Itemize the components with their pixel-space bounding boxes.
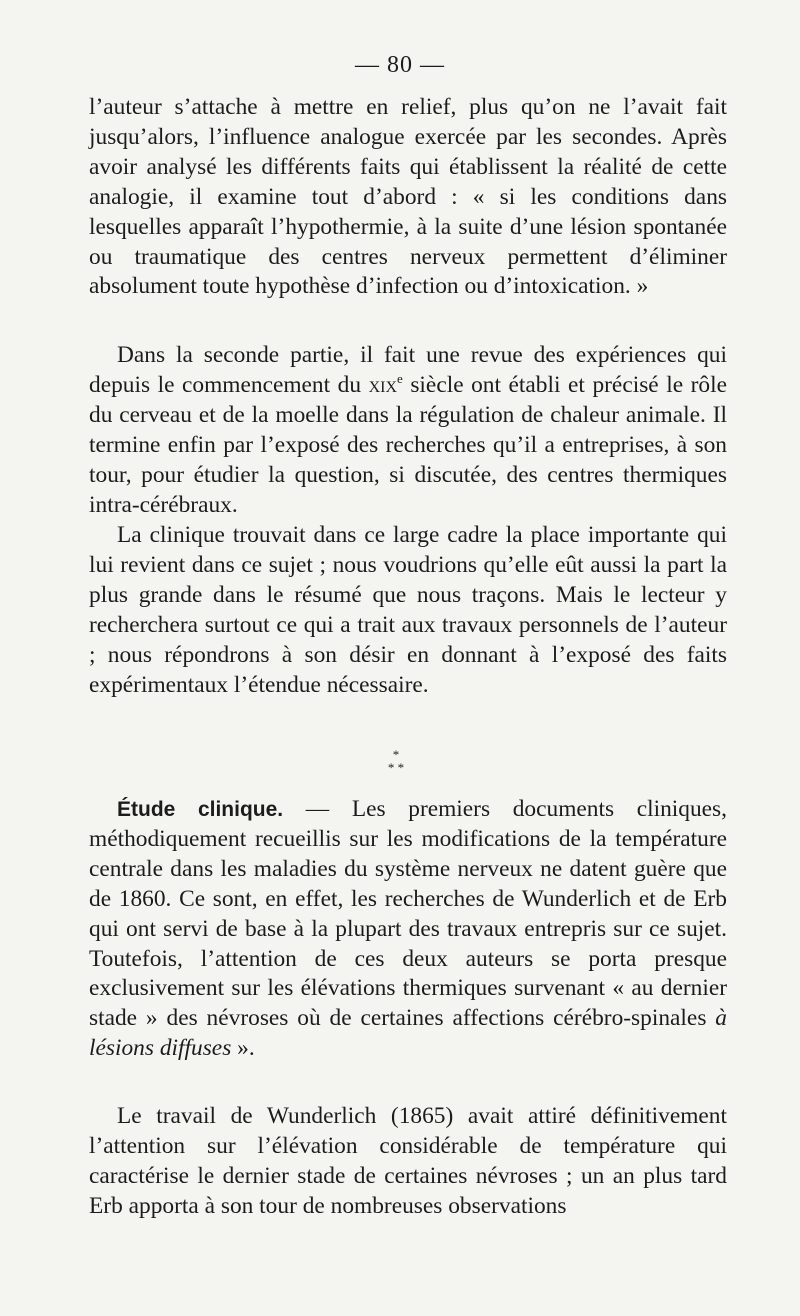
asterism-bottom: * * [387, 760, 405, 775]
paragraph-text: ». [231, 1035, 255, 1062]
page-number: — 80 — [355, 52, 445, 78]
superscript: e [397, 371, 403, 387]
paragraph-text: — Les premiers documents cliniques, méthodiquement recueillis sur les modifications de la température centrale dans les maladies du système nerveux ne datent guère que de 1860. Ce sont, en effet, les recherches de Wunderlich et de Erb qui ont servi de base à la plupart des travaux entrepris sur ce sujet. Toutefois, l’attention de ces deux auteurs se porta presque exclusivement sur les élévations thermiques survenant « au dernier stade » des névroses où de certaines affections cérébro-spinales [89, 796, 727, 1032]
century-numeral: xix [368, 371, 398, 398]
paragraph-clinique [89, 521, 727, 700]
asterism-separator [371, 748, 421, 778]
paragraph-text: Dans la seconde partie, il fait une revue des expériences qui depuis le commencement du [89, 342, 727, 398]
asterism-top: * [392, 747, 400, 762]
paragraph-text: La clinique trouvait dans ce large cadre la place importante qui lui revient dans ce sujet ; nous voudrions qu’elle eût aussi la part la plus grande dans le résumé que nous traçons. Mais le lecteur y recherchera surtout ce qui a trait aux travaux personnels de l’auteur ; nous répondrons à son désir en donnant à l’exposé des faits expérimentaux l’étendue nécessaire. [89, 522, 727, 698]
paragraph-wunderlich [89, 1102, 727, 1222]
paragraph-etude-clinique [89, 795, 727, 1064]
paragraph-continuation [89, 93, 727, 302]
paragraph-text: l’auteur s’attache à mettre en relief, plus qu’on ne l’avait fait jusqu’alors, l’influence analogue exercée par les secondes. Après avoir analysé les différents faits qui établissent la réalité de cette analogie, il examine tout d’abord : « si les conditions dans lesquelles apparaît l’hypothermie, à la suite d’une lésion spontanée ou traumatique des centres nerveux permettent d’éliminer absolument toute hypothèse d’infection ou d’intoxication. » [89, 94, 727, 300]
italic-term: à lésions diffuses [89, 1005, 727, 1062]
paragraph-text: siècle ont établi et précisé le rôle du cerveau et de la moelle dans la régulation de chaleur animale. Il termine enfin par l’exposé des recherches qu’il a entreprises, à son tour, pour étudier la question, si discutée, des centres thermiques intra-cérébraux. [89, 371, 728, 518]
section-heading: Étude clinique. [117, 798, 284, 821]
paragraph-text: Le travail de Wunderlich (1865) avait attiré définitivement l’attention sur l’élévation considérable de température qui caractérise le dernier stade de certaines névroses ; un an plus tard Erb apporta à son tour de nombreuses observations [89, 1103, 727, 1219]
paragraph-second-part [89, 341, 727, 520]
